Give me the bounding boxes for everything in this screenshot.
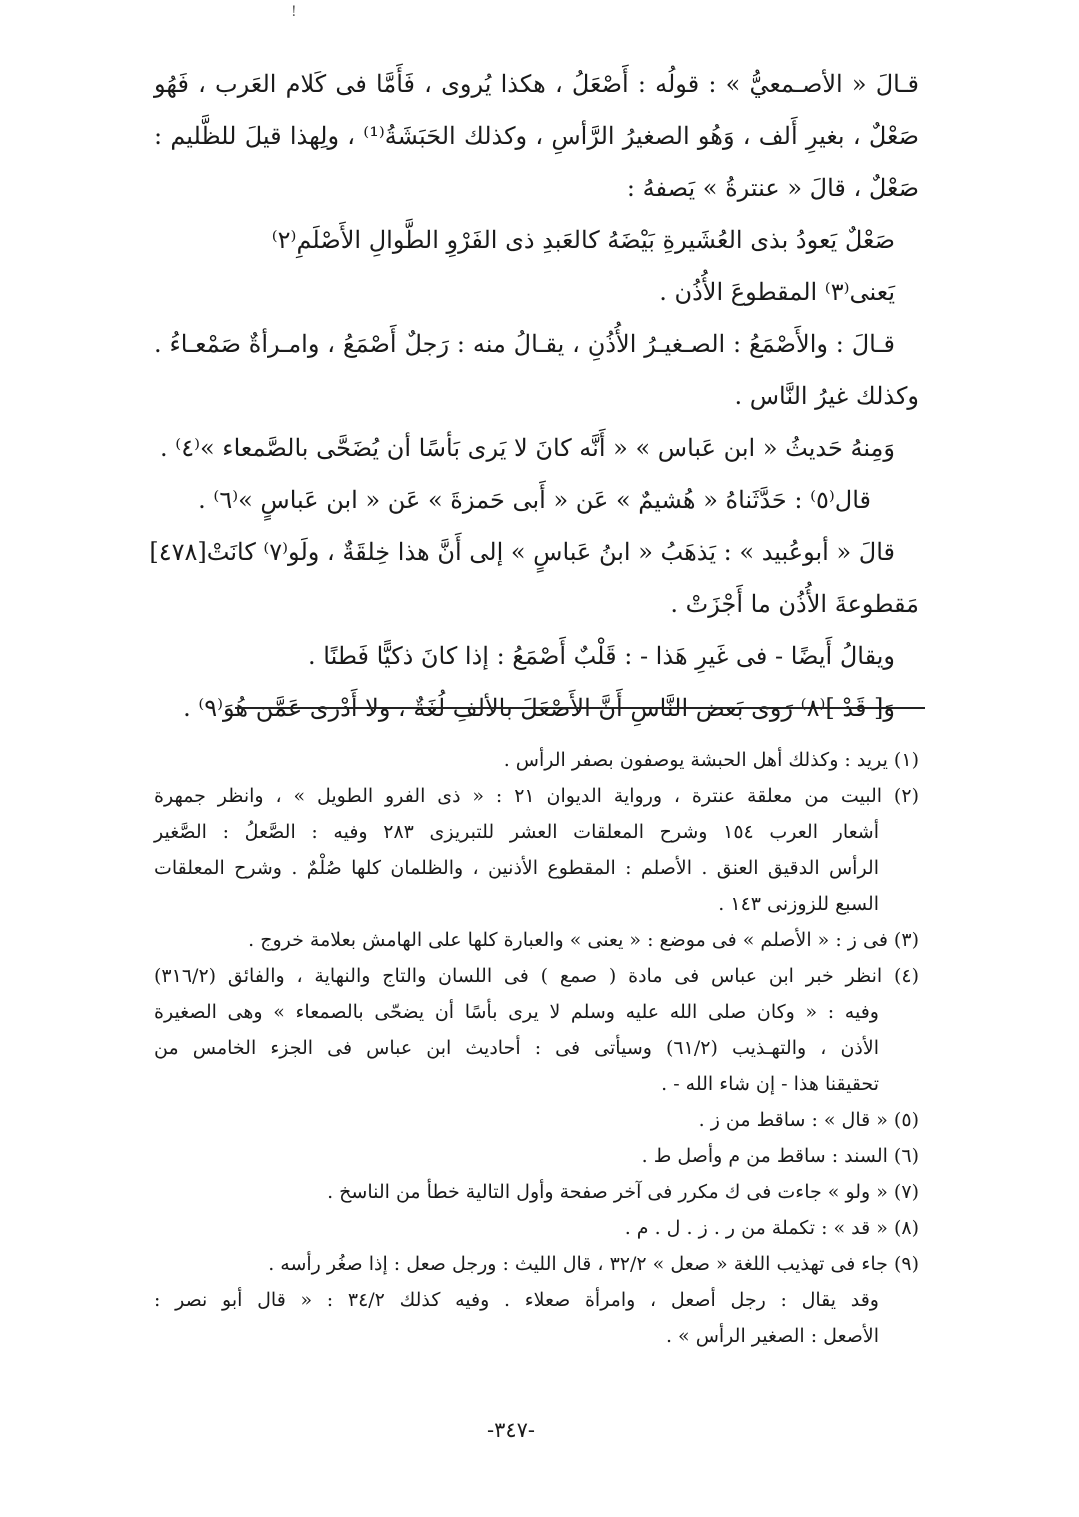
footnote-divider: [235, 707, 925, 709]
scan-mark: !: [291, 4, 297, 20]
footnote-line: الأصعل : الصغير الرأس » .: [665, 1325, 879, 1347]
footnotes: [154, 742, 919, 1354]
footnote-line: (٥) « قال » : ساقط من ز .: [698, 1109, 919, 1131]
footnote-line: (٧) « ولو » جاءت فى ك مكرر فى آخر صفحة وأول التالية خطأ من الناسخ .: [327, 1181, 919, 1203]
text-line: قالَ « أبوعُبيد » : يَذهَبُ « ابنُ عَباسٍ » إلى أَنَّ هذا خِلقَةٌ ، ولَو⁽٧⁾ كانَتْ[٤٧٨]: [149, 538, 895, 566]
text-line: قـالَ : والأَصْمَعُ : الصـغيـرُ الأُذُنِ ، يقـالُ منه : رَجلٌ أَصْمَعُ ، وامـرأةٌ صَمْعـاءُ .: [154, 330, 895, 358]
footnote-line: (٦) السند : ساقط من م وأصل ط .: [641, 1145, 919, 1167]
footnote-line: وفيه : « وكان صلى الله عليه وسلم لا يرى بأسًا أن يضحّى بالصمعاء » وهى الصغيرة: [154, 1001, 879, 1023]
main-text: [149, 58, 919, 734]
footnote-line: وقد يقال : رجل أصعل ، وامرأة صعلاء . وفيه كذلك ٣٤/٢ : « قال أبو نصر :: [154, 1289, 879, 1311]
footnote-line: تحقيقنا هذا - إن شاء الله - .: [661, 1073, 879, 1095]
text-line: وَمِنهُ حَديثُ « ابن عَباس » « أَنَّه كانَ لا يَرى بَأسًا أن يُضَحَّى بالصَّمعاء »⁽٤⁾ .: [160, 434, 895, 462]
page-number: -٣٤٧-: [486, 1418, 536, 1442]
text-line: يَعنى⁽٣⁾ المقطوعَ الأُذُن .: [659, 278, 895, 306]
footnote-line: أشعار العرب ١٥٤ وشرح المعلقات العشر للتبريزى ٢٨٣ وفيه : الصَّعلُ : الصَّغير: [154, 821, 879, 843]
text-line: قال⁽٥⁾ : حَدَّثَناهُ « هُشيمٌ » عَن « أَبى حَمزةَ » عَن « ابن عَباسٍ »⁽٦⁾ .: [198, 486, 871, 514]
text-line: قـالَ « الأصـمعيُّ » : قولُه : أَصْعَلُ ، هكذا يُروى ، فَأَمَّا فى كَلام العَرب ، فَهُو: [154, 70, 919, 98]
footnote-line: (٨) « قد » : تكملة من ر . ز . ل . م .: [624, 1217, 919, 1239]
footnote-line: (١) يريد : وكذلك أهل الحبشة يوصفون بصفر الرأس .: [503, 749, 919, 771]
text-line: مَقطوعةَ الأُذُن ما أَجْزَتْ .: [670, 590, 919, 618]
text-line: صَعْلٌ ، قالَ « عنترةُ » يَصفهُ :: [626, 174, 919, 202]
footnote-line: الرأس الدقيق العنق . الأصلم : المقطوع الأذنين ، والظلمان كلها صُلْمٌ . وشرح المعلقات: [154, 857, 879, 879]
footnote-line: (٢) البيت من معلقة عنترة ، ورواية الديوان ٢١ : « ذى الفرو الطويل » ، وانظر جمهرة: [154, 785, 919, 807]
text-line: صَعْلٌ ، بغيرِ أَلف ، وَهُو الصغيرُ الرَّأسِ ، وكذلك الحَبَشَةُ⁽¹⁾ ، ولِهذا قيلَ للظَّليم :: [154, 122, 919, 150]
footnote-line: (٤) انظر خبر ابن عباس فى مادة ( صمع ) فى اللسان والتاج والنهاية ، والفائق (٣١٦/٢): [154, 965, 919, 987]
verse-line: صَعْلٌ يَعودُ بذى العُشَيرةِ بَيْضَهُ كالعَبدِ ذى الفَرْوِ الطَّوالِ الأَصْلَمِ⁽٢⁾: [271, 226, 895, 254]
footnote-line: (٩) جاء فى تهذيب اللغة « صعل » ٣٢/٢ ، قال الليث : ورجل صعل : إذا صغُر رأسه .: [268, 1253, 919, 1275]
footnote-line: (٣) فى ز : « الأصلم » فى موضع : « يعنى » والعبارة كلها على الهامش بعلامة خروج .: [248, 929, 919, 951]
text-line: وكذلك غيرُ النَّاس .: [734, 382, 919, 410]
footnote-line: الأذن ، والتهـذيب (٦١/٢) وسيأتى فى : أحاديث ابن عباس فى الجزء الخامس من: [154, 1037, 879, 1059]
footnote-line: السبع للزوزنى ١٤٣ .: [718, 893, 879, 915]
text-line: وَ[ قَدْ ]⁽٨⁾ رَوى بَعض النَّاسِ أَنَّ الأَصْعَلَ بالألفِ لُغَةٌ ، ولا أَدْرى عَمَّن هُوَ⁽٩⁾ .: [183, 694, 895, 722]
text-line: ويقالُ أَيضًا - فى غَيرِ هَذا - : قَلْبٌ أَصْمَعُ : إذا كانَ ذكيًّا فَطنًا .: [308, 642, 895, 670]
